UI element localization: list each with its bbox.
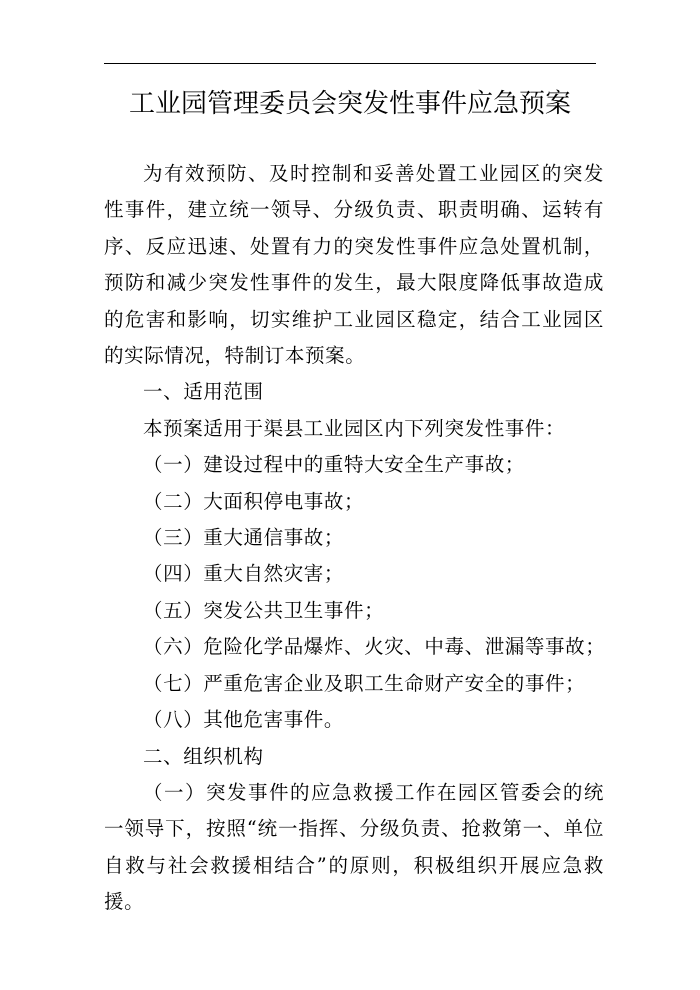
scope-item: （二）大面积停电事故；: [143, 489, 365, 513]
section-heading-scope: 一、适用范围: [143, 380, 264, 404]
scope-item: （一）建设过程中的重特大安全生产事故；: [143, 453, 525, 477]
scope-item: （五）突发公共卫生事件；: [143, 598, 385, 622]
document-title: 工业园管理委员会突发性事件应急预案: [128, 89, 571, 119]
scope-item: （三）重大通信事故；: [143, 526, 345, 550]
scope-item: （六）危险化学品爆炸、火灾、中毒、泄漏等事故；: [143, 635, 606, 659]
organization-paragraph: （一）突发事件的应急救援工作在园区管委会的统一领导下，按照“统一指挥、分级负责、抢救第一、单位自救与社会救援相结合”的原则，积极组织开展应急救援。: [104, 780, 604, 914]
header-rule: [104, 63, 596, 64]
scope-item: （四）重大自然灾害；: [143, 562, 345, 586]
scope-item: （七）严重危害企业及职工生命财产安全的事件；: [143, 671, 586, 695]
document-body: [104, 156, 604, 921]
scope-lead: 本预案适用于渠县工业园区内下列突发性事件：: [143, 416, 566, 440]
section-heading-organization: 二、组织机构: [143, 744, 264, 768]
scope-item: （八）其他危害事件。: [143, 708, 345, 732]
intro-paragraph: 为有效预防、及时控制和妥善处置工业园区的突发性事件，建立统一领导、分级负责、职责明确、运转有序、反应迅速、处置有力的突发性事件应急处置机制，预防和减少突发性事件的发生，最大限度降低事故造成的危害和影响，切实维护工业园区稳定，结合工业园区的实际情况，特制订本预案。: [104, 162, 604, 368]
